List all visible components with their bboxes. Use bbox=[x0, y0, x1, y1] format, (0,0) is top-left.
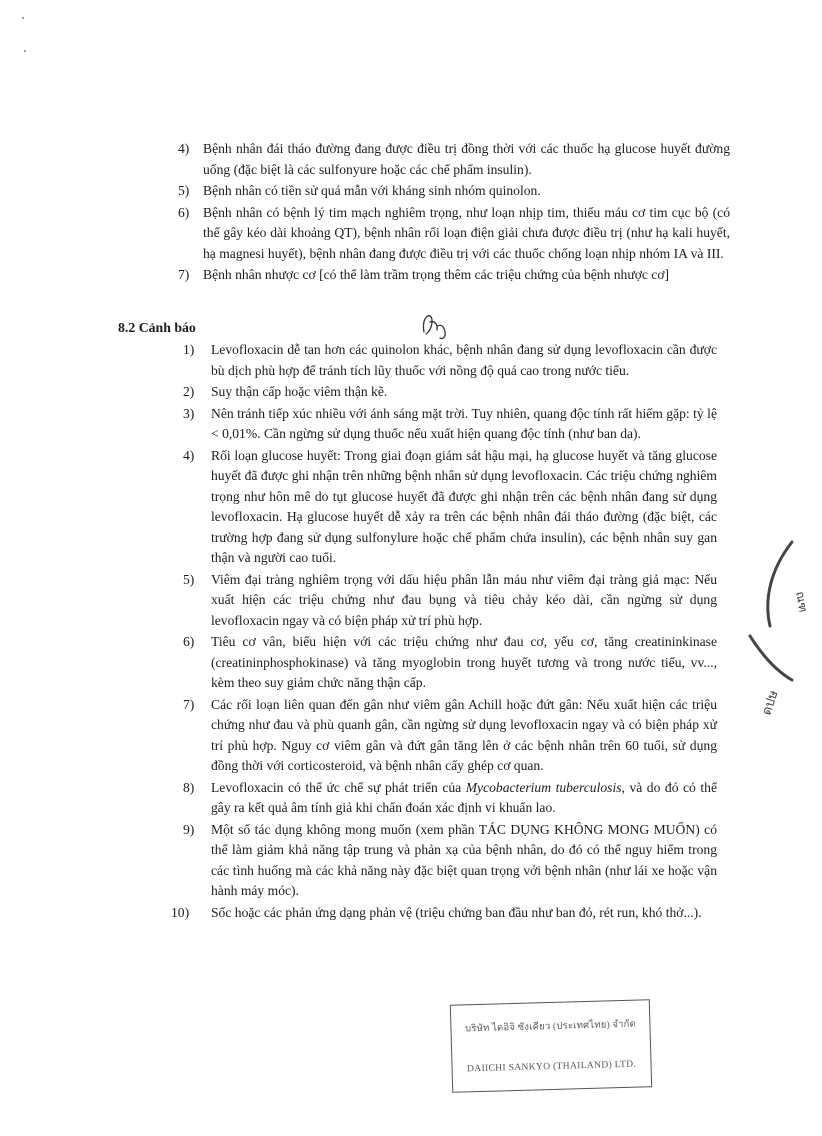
svg-text:ณฑ: ณฑ bbox=[793, 590, 811, 614]
list-item: 10) Sốc hoặc các phản ứng dạng phản vệ (triệu chứng ban đầu như ban đỏ, rét run, khó thở...). bbox=[171, 904, 702, 920]
list-item: 6) Bệnh nhân có bệnh lý tim mạch nghiêm trọng, như loạn nhịp tim, thiếu máu cơ tim cục bộ (có thể gây kéo dài khoảng QT), bệnh nhân rối loạn điện giải chưa được điều trị (như hạ kali huyết, hạ magnesi huyết), bệnh nhân đang được điều trị với các thuốc chống loạn nhịp nhóm IA và III. bbox=[178, 204, 730, 261]
list-item: 5) Viêm đại tràng nghiêm trọng với dấu hiệu phân lẫn máu như viêm đại tràng giả mạc: Nếu xuất hiện các triệu chứng như đau bụng và tiêu chảy kéo dài, cần ngừng sử dụng levofloxacin ngay và có biện pháp xử trí phù hợp. bbox=[183, 571, 717, 628]
list-item: 2) Suy thận cấp hoặc viêm thận kẽ. bbox=[183, 384, 388, 399]
warnings-list bbox=[171, 340, 717, 924]
list-item: 4) Bệnh nhân đái tháo đường đang được điều trị đồng thời với các thuốc hạ glucose huyết đường uống (đặc biệt là các sulfonyure hoặc các chế phẩm insulin). bbox=[178, 141, 730, 177]
section-heading: 8.2 Cảnh báo bbox=[118, 320, 196, 335]
list-item: 7) Bệnh nhân nhược cơ [có thể làm trầm trọng thêm các triệu chứng của bệnh nhược cơ] bbox=[178, 267, 670, 282]
list-item: 6) Tiêu cơ vân, biểu hiện với các triệu chứng như đau cơ, yếu cơ, tăng creatininkinase (creatininphosphokinase) và tăng myoglobin trong huyết tương và trong nước tiểu, vv..., kèm theo suy giảm chức năng thận cấp. bbox=[183, 634, 717, 690]
contraindication-list bbox=[178, 139, 730, 287]
scan-speck bbox=[24, 50, 26, 52]
list-item: 7) Các rối loạn liên quan đến gân như viêm gân Achill hoặc đứt gân: Nếu xuất hiện các triệu chứng như đau và phù quanh gân, cần ngừng sử dụng levofloxacin ngay và có biện pháp xử trí phù hợp. Nguy cơ viêm gân và đứt gân tăng lên ở các bệnh nhân trên 60 tuổi, sử dụng đồng thời với corticosteroid, và bệnh nhân cấy ghép cơ quan. bbox=[183, 696, 717, 773]
species-name: Mycobacterium tuberculosis bbox=[465, 779, 622, 795]
stamp-english-name: DAIICHI SANKYO (THAILAND) LTD. bbox=[466, 1058, 637, 1075]
list-item: 8) Levofloxacin có thể ức chế sự phát triển của Mycobacterium tuberculosis, và do đó có thể gây ra kết quả âm tính giả khi chẩn đoán xác định vi khuẩn lao. bbox=[183, 778, 717, 819]
handwritten-initials bbox=[418, 310, 452, 340]
list-item: 1) Levofloxacin dễ tan hơn các quinolon khác, bệnh nhân đang sử dụng levofloxacin cần được bù dịch phù hợp để tránh tích lũy thuốc với nồng độ quá cao trong nước tiểu. bbox=[183, 342, 717, 378]
mixed-style-text: Levofloxacin có thể ức chế sự phát triển của Mycobacterium tuberculosis, và do đó có thể gây ra kết quả âm tính giả khi chẩn đoán xác định vi khuẩn lao. bbox=[211, 779, 717, 815]
list-item: 4) Rối loạn glucose huyết: Trong giai đoạn giám sát hậu mại, hạ glucose huyết và tăng glucose huyết đã được ghi nhận trên những bệnh nhân sử dụng levofloxacin. Các triệu chứng nghiêm trọng như hôn mê do tụt glucose huyết đã được ghi nhận trên các bệnh nhân đang sử dụng levofloxacin. Hạ glucose huyết dễ xảy ra trên các bệnh nhân đái tháo đường (đặc biệt, các trường hợp đang sử dụng sulfonylure hoặc chế phẩm chứa insulin), các bệnh nhân suy gan thận và người cao tuổi. bbox=[183, 447, 717, 565]
partial-seal-mark bbox=[712, 540, 822, 740]
list-item: 5) Bệnh nhân có tiền sử quá mẫn với kháng sinh nhóm quinolon. bbox=[178, 183, 541, 198]
scan-speck bbox=[22, 17, 24, 19]
list-item: 3) Nên tránh tiếp xúc nhiều với ánh sáng mặt trời. Tuy nhiên, quang độc tính rất hiếm gặp: tỷ lệ < 0,01%. Cần ngừng sử dụng thuốc nếu xuất hiện quang độc tính (như ban da). bbox=[183, 405, 717, 441]
list-item: 9) Một số tác dụng không mong muốn (xem phần TÁC DỤNG KHÔNG MONG MUỐN) có thể làm giảm khả năng tập trung và phản xạ của bệnh nhân, do đó có thể nguy hiểm trong các tình huống mà các khả năng này đặc biệt quan trọng với bệnh nhân (như lái xe hoặc vận hành máy móc). bbox=[183, 821, 717, 898]
company-stamp bbox=[450, 999, 652, 1093]
svg-text:ดปษ: ดปษ bbox=[759, 688, 782, 718]
stamp-thai-name: บริษัท ไดอิจิ ซังเคียว (ประเทศไทย) จำกัด bbox=[464, 1019, 637, 1035]
